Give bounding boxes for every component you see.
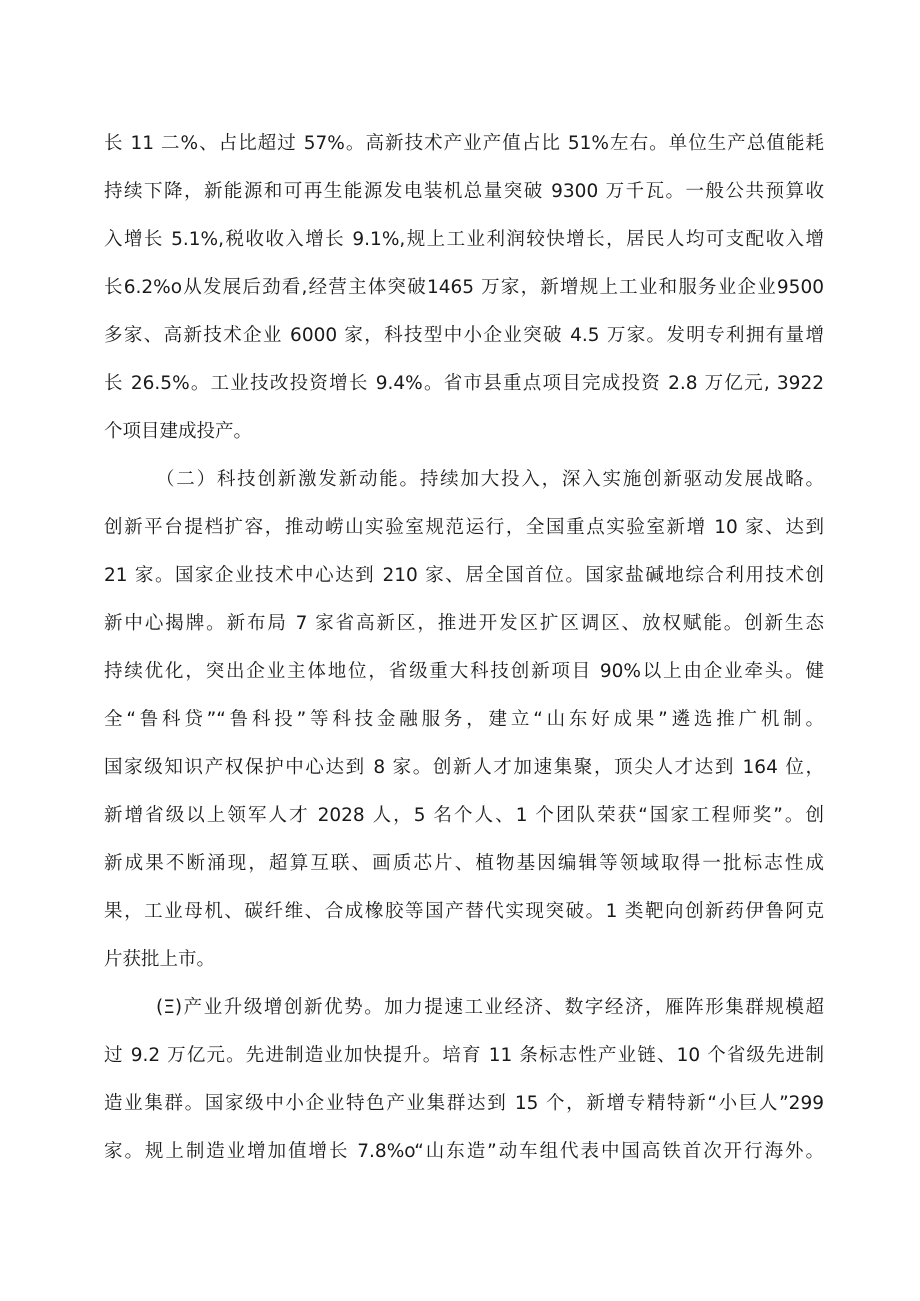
text-line: 新增省级以上领军人才 2028 人，5 名个人、1 个团队荣获“国家工程师奖”。创	[104, 805, 824, 826]
text-line: 长6.2%o从发展后劲看,经营主体突破1465 万家，新增规上工业和服务业企业9500	[104, 277, 824, 298]
text-line: 过 9.2 万亿元。先进制造业加快提升。培育 11 条标志性产业链、10 个省级先进制	[104, 1045, 824, 1066]
text-line: 长 11 二%、占比超过 57%。高新技术产业产值占比 51%左右。单位生产总值能耗	[104, 133, 824, 154]
paragraph-economic-results	[104, 120, 824, 456]
text-line: 全“鲁科贷”“鲁科投”等科技金融服务，建立“山东好成果”遴选推广机制。	[104, 709, 824, 730]
paragraph-industrial-upgrade	[104, 984, 824, 1176]
text-line: 国家级知识产权保护中心达到 8 家。创新人才加速集聚，顶尖人才达到 164 位，	[104, 757, 824, 778]
text-line: 长 26.5%。工业技改投资增长 9.4%。省市县重点项目完成投资 2.8 万亿元, 3922	[104, 373, 824, 394]
section-heading-line: （二）科技创新激发新动能。持续加大投入，深入实施创新驱动发展战略。	[156, 469, 824, 490]
text-line: 家。规上制造业增加值增长 7.8%o“山东造”动车组代表中国高铁首次开行海外。	[104, 1141, 824, 1162]
text-line: 创新平台提档扩容，推动崂山实验室规范运行，全国重点实验室新增 10 家、达到	[104, 517, 824, 538]
paragraph-tech-innovation	[104, 456, 824, 984]
text-line: 持续下降，新能源和可再生能源发电装机总量突破 9300 万千瓦。一般公共预算收	[104, 181, 824, 202]
text-line: 新中心揭牌。新布局 7 家省高新区，推进开发区扩区调区、放权赋能。创新生态	[104, 613, 824, 634]
text-line: 持续优化，突出企业主体地位，省级重大科技创新项目 90%以上由企业牵头。健	[104, 661, 824, 682]
text-line: 片获批上市。	[104, 949, 216, 970]
text-line: 造业集群。国家级中小企业特色产业集群达到 15 个，新增专精特新“小巨人”299	[104, 1093, 824, 1114]
text-line: 个项目建成投产。	[104, 421, 253, 442]
text-line: 21 家。国家企业技术中心达到 210 家、居全国首位。国家盐碱地综合利用技术创	[104, 565, 824, 586]
section-heading-line: (Ξ)产业升级增创新优势。加力提速工业经济、数字经济，雁阵形集群规模超	[156, 997, 824, 1018]
text-line: 新成果不断涌现，超算互联、画质芯片、植物基因编辑等领域取得一批标志性成	[104, 853, 824, 874]
text-line: 多家、高新技术企业 6000 家，科技型中小企业突破 4.5 万家。发明专利拥有量增	[104, 325, 824, 346]
text-line: 果，工业母机、碳纤维、合成橡胶等国产替代实现突破。1 类靶向创新药伊鲁阿克	[104, 901, 824, 922]
text-line: 入增长 5.1%,税收收入增长 9.1%,规上工业利润较快增长，居民人均可支配收入增	[104, 229, 824, 250]
